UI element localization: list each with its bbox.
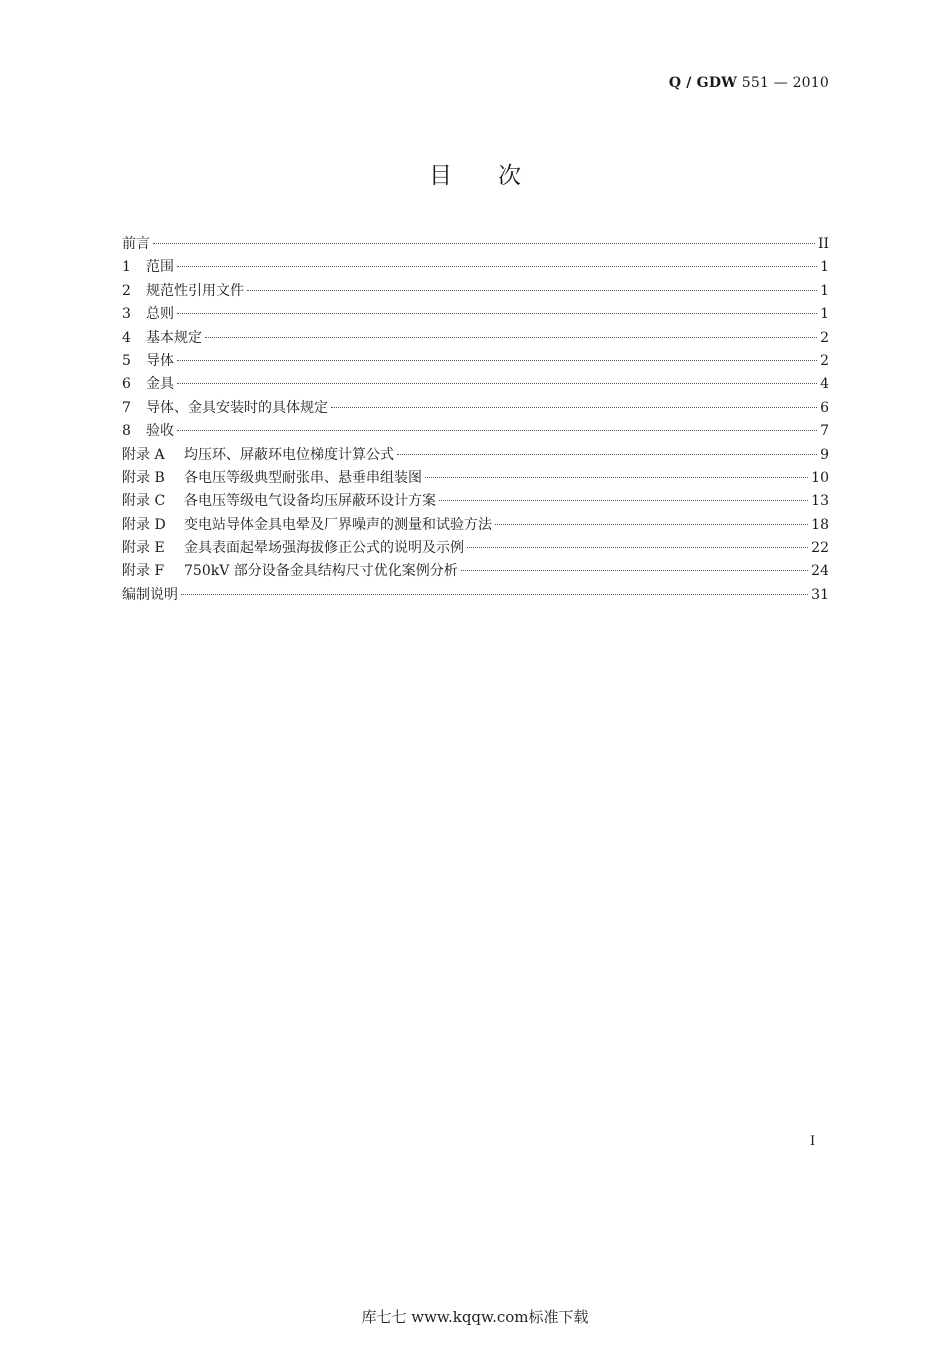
toc-entry-title: 变电站导体金具电晕及厂界噪声的测量和试验方法 [184, 516, 492, 533]
toc-entry[interactable] [122, 584, 829, 607]
toc-entry-page: 2 [820, 352, 829, 369]
toc-entry[interactable] [122, 350, 829, 373]
toc-entry-title: 各电压等级典型耐张串、悬垂串组装图 [184, 469, 422, 486]
toc-entry-title: 前言 [122, 236, 150, 252]
toc-entry[interactable] [122, 444, 829, 467]
toc-entry-number: 8 [122, 423, 131, 440]
toc-entry-number: 5 [122, 352, 131, 369]
toc-entry-page: 4 [820, 376, 829, 393]
toc-entry-number: 1 [122, 259, 131, 276]
toc-entry-number: 附录 C [122, 493, 166, 510]
toc-entry-page: 7 [820, 423, 829, 440]
page-title: 目次 [429, 163, 567, 189]
toc-entry-page: 10 [811, 469, 829, 486]
toc-entry-number: 4 [122, 329, 131, 346]
toc-entry[interactable] [122, 560, 829, 583]
toc-leader-dots [177, 383, 817, 384]
toc-entry-number: 3 [122, 306, 131, 323]
toc-entry-title: 导体 [146, 352, 174, 369]
toc-entry-title: 规范性引用文件 [146, 282, 244, 299]
toc-entry-page: 24 [811, 563, 829, 580]
toc-entry-page: 6 [820, 399, 829, 416]
toc-entry[interactable] [122, 280, 829, 303]
toc-leader-dots [181, 594, 808, 595]
toc-entry-number: 附录 F [122, 563, 165, 580]
page-number: I [810, 1134, 816, 1149]
table-of-contents [122, 233, 829, 607]
toc-entry-page: 18 [811, 516, 829, 533]
toc-leader-dots [467, 547, 808, 548]
toc-leader-dots [177, 266, 817, 267]
toc-entry-title: 验收 [146, 423, 174, 440]
toc-entry-page: 1 [820, 306, 829, 323]
toc-leader-dots [439, 500, 808, 501]
toc-entry-page: 22 [811, 540, 829, 557]
toc-entry-title: 导体、金具安装时的具体规定 [146, 399, 328, 416]
toc-entry-title: 金具表面起晕场强海拔修正公式的说明及示例 [184, 540, 464, 557]
toc-entry[interactable] [122, 467, 829, 490]
toc-entry-title: 基本规定 [146, 329, 202, 346]
toc-leader-dots [177, 313, 817, 314]
toc-entry[interactable] [122, 537, 829, 560]
toc-entry-page: 1 [820, 282, 829, 299]
toc-entry-number: 附录 E [122, 540, 165, 557]
standard-number: 551 — 2010 [737, 75, 829, 91]
toc-entry[interactable] [122, 490, 829, 513]
standard-code [669, 75, 829, 91]
toc-entry-page: 9 [820, 446, 829, 463]
toc-entry[interactable] [122, 256, 829, 279]
toc-entry-number: 附录 B [122, 469, 165, 486]
toc-entry-number: 6 [122, 376, 131, 393]
watermark-text: 库七七 www.kqqw.com标准下载 [361, 1308, 589, 1326]
toc-leader-dots [495, 524, 808, 525]
toc-leader-dots [153, 243, 815, 244]
toc-entry-title: 金具 [146, 376, 174, 393]
toc-entry[interactable] [122, 514, 829, 537]
toc-leader-dots [247, 290, 817, 291]
toc-entry[interactable] [122, 420, 829, 443]
toc-leader-dots [205, 337, 817, 338]
toc-entry-page: II [817, 236, 829, 252]
toc-entry[interactable] [122, 303, 829, 326]
toc-entry-title: 编制说明 [122, 586, 178, 603]
toc-entry-title: 均压环、屏蔽环电位梯度计算公式 [184, 446, 394, 463]
toc-entry-number: 附录 D [122, 516, 166, 533]
toc-entry-title: 750kV 部分设备金具结构尺寸优化案例分析 [184, 563, 458, 580]
toc-entry-page: 31 [811, 586, 829, 603]
toc-leader-dots [177, 430, 817, 431]
toc-entry-number: 附录 A [122, 446, 165, 463]
toc-entry-number: 7 [122, 399, 131, 416]
toc-entry[interactable] [122, 327, 829, 350]
standard-prefix: Q / GDW [668, 75, 738, 91]
toc-entry-title: 总则 [146, 306, 174, 323]
toc-entry-page: 13 [811, 493, 829, 510]
toc-leader-dots [177, 360, 817, 361]
toc-entry[interactable] [122, 397, 829, 420]
toc-leader-dots [425, 477, 808, 478]
toc-entry-page: 1 [820, 259, 829, 276]
toc-entry[interactable] [122, 373, 829, 396]
toc-entry-page: 2 [820, 329, 829, 346]
toc-entry-number: 2 [122, 282, 131, 299]
toc-leader-dots [397, 454, 817, 455]
toc-leader-dots [331, 407, 817, 408]
toc-entry-title: 范围 [146, 259, 174, 276]
toc-entry[interactable] [122, 233, 829, 256]
toc-entry-title: 各电压等级电气设备均压屏蔽环设计方案 [184, 493, 436, 510]
toc-leader-dots [461, 570, 808, 571]
